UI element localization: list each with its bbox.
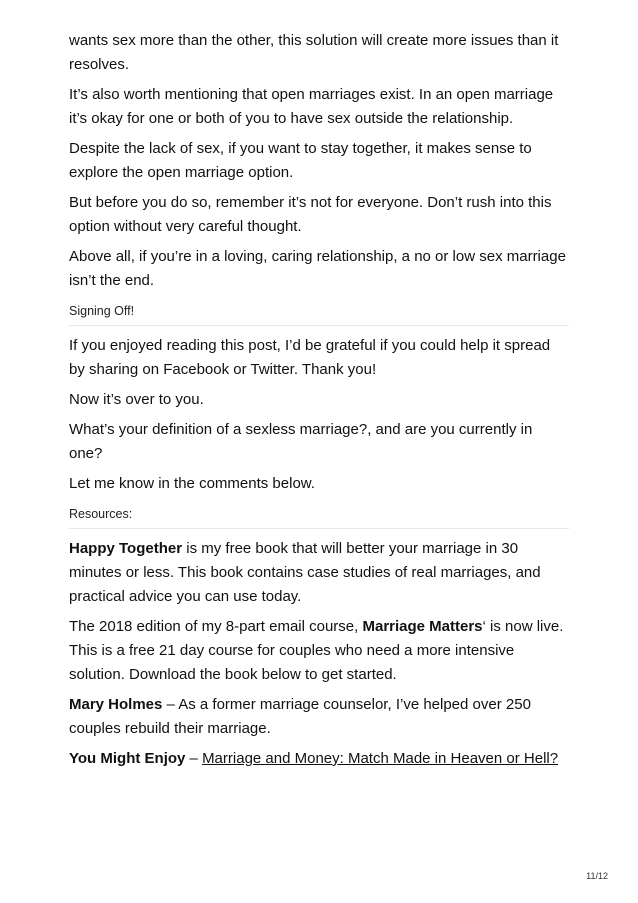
resource-happy-together: [69, 537, 569, 609]
paragraph: Let me know in the comments below.: [69, 475, 315, 492]
signing-off-heading: Signing Off!: [69, 299, 569, 326]
course-title: Marriage Matters: [362, 618, 483, 635]
book-title: Happy Together: [69, 540, 183, 557]
page-number: 11/12: [586, 871, 608, 881]
paragraph: wants sex more than the other, this solution will create more issues than it resolves.: [69, 32, 559, 73]
related-article-link[interactable]: Marriage and Money: Match Made in Heaven or Hell?: [202, 750, 559, 767]
resource-you-might-enjoy: [69, 747, 569, 771]
paragraph: But before you do so, remember it’s not for everyone. Don’t rush into this option without very careful thought.: [69, 194, 552, 235]
paragraph: Above all, if you’re in a loving, caring relationship, a no or low sex marriage isn’t the end.: [69, 248, 566, 289]
resource-course: [69, 615, 569, 687]
resource-text: – As a former marriage counselor, I’ve helped over 250 couples rebuild their marriage.: [69, 696, 531, 737]
paragraph: What’s your definition of a sexless marriage?, and are you currently in one?: [69, 421, 533, 462]
paragraph: Despite the lack of sex, if you want to stay together, it makes sense to explore the open marriage option.: [69, 140, 532, 181]
paragraph: Now it’s over to you.: [69, 391, 204, 408]
paragraph: If you enjoyed reading this post, I’d be grateful if you could help it spread by sharing on Facebook or Twitter. Thank you!: [69, 337, 551, 378]
resource-text: The 2018 edition of my 8-part email course,: [69, 618, 363, 635]
paragraph: It’s also worth mentioning that open marriages exist. In an open marriage it’s okay for one or both of you to have sex outside the relationship.: [69, 86, 554, 127]
resource-text: is my free book that will better your marriage in 30 minutes or less. This book contains case studies of real marriages, and practical advice you can use today.: [69, 540, 541, 605]
resources-heading: Resources:: [69, 502, 569, 529]
resource-author: [69, 693, 569, 741]
author-name: Mary Holmes: [69, 696, 163, 713]
resource-text: ‘ is now live. This is a free 21 day course for couples who need a more intensive solution. Download the book below to get started.: [69, 618, 564, 683]
enjoy-label: You Might Enjoy: [69, 750, 186, 767]
article-body: [69, 29, 569, 777]
separator: –: [185, 750, 203, 767]
